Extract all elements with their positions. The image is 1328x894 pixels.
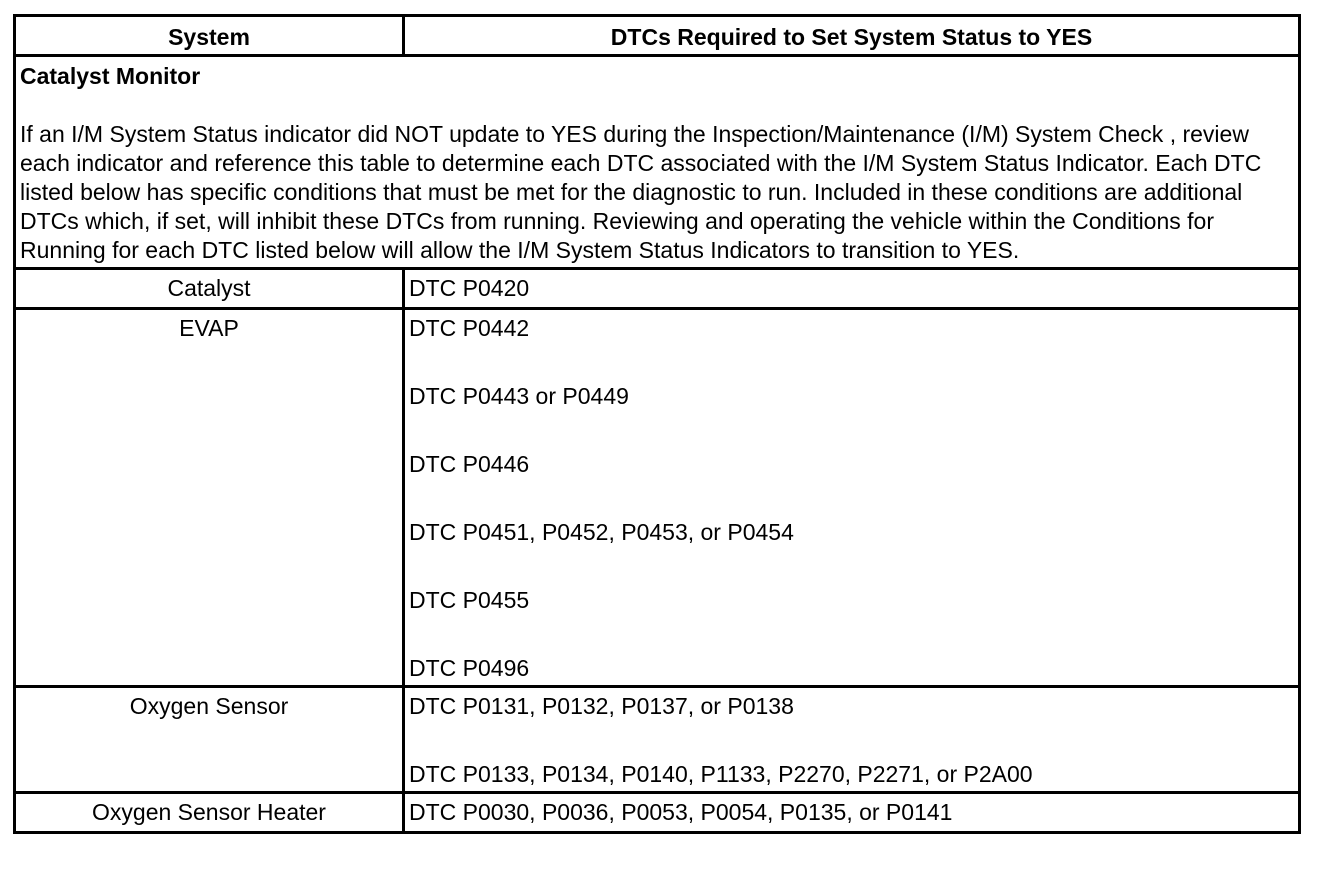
system-cell: Catalyst	[15, 269, 404, 309]
dtc-entry: DTC P0496	[409, 655, 530, 681]
table-row	[15, 687, 1300, 793]
header-dtcs: DTCs Required to Set System Status to YES	[404, 16, 1300, 56]
header-row	[15, 16, 1300, 56]
dtcs-cell	[404, 687, 1300, 793]
system-cell: EVAP	[15, 309, 404, 687]
intro-row	[15, 56, 1300, 269]
table-row	[15, 793, 1300, 833]
system-cell: Oxygen Sensor	[15, 687, 404, 793]
intro-cell	[15, 56, 1300, 269]
dtc-entry: DTC P0131, P0132, P0137, or P0138	[409, 693, 794, 719]
dtcs-cell	[404, 309, 1300, 687]
dtc-entry: DTC P0446	[409, 451, 530, 477]
dtcs-cell	[404, 269, 1300, 309]
dtc-entry: DTC P0133, P0134, P0140, P1133, P2270, P2271, or P2A00	[409, 761, 1033, 787]
table-row	[15, 269, 1300, 309]
table-row	[15, 309, 1300, 687]
dtcs-cell	[404, 793, 1300, 833]
dtc-system-status-table	[13, 14, 1301, 834]
system-cell: Oxygen Sensor Heater	[15, 793, 404, 833]
dtc-entry: DTC P0030, P0036, P0053, P0054, P0135, or P0141	[409, 799, 953, 825]
dtc-entry: DTC P0455	[409, 587, 530, 613]
intro-text: If an I/M System Status indicator did NOT update to YES during the Inspection/Maintenance (I/M) System Check , review each indicator and reference this table to determine each DTC associated with the I/M System Status Indicator. Each DTC listed below has specific conditions that must be met for the diagnostic to run. Included in these conditions are additional DTCs which, if set, will inhibit these DTCs from running. Reviewing and operating the vehicle within the Conditions for Running for each DTC listed below will allow the I/M System Status Indicators to transition to YES.	[20, 121, 1262, 263]
dtc-entry: DTC P0443 or P0449	[409, 383, 629, 409]
dtc-entry: DTC P0420	[409, 275, 530, 301]
header-system: System	[15, 16, 404, 56]
dtc-entry: DTC P0451, P0452, P0453, or P0454	[409, 519, 794, 545]
intro-title: Catalyst Monitor	[20, 63, 201, 89]
dtc-entry: DTC P0442	[409, 315, 530, 341]
